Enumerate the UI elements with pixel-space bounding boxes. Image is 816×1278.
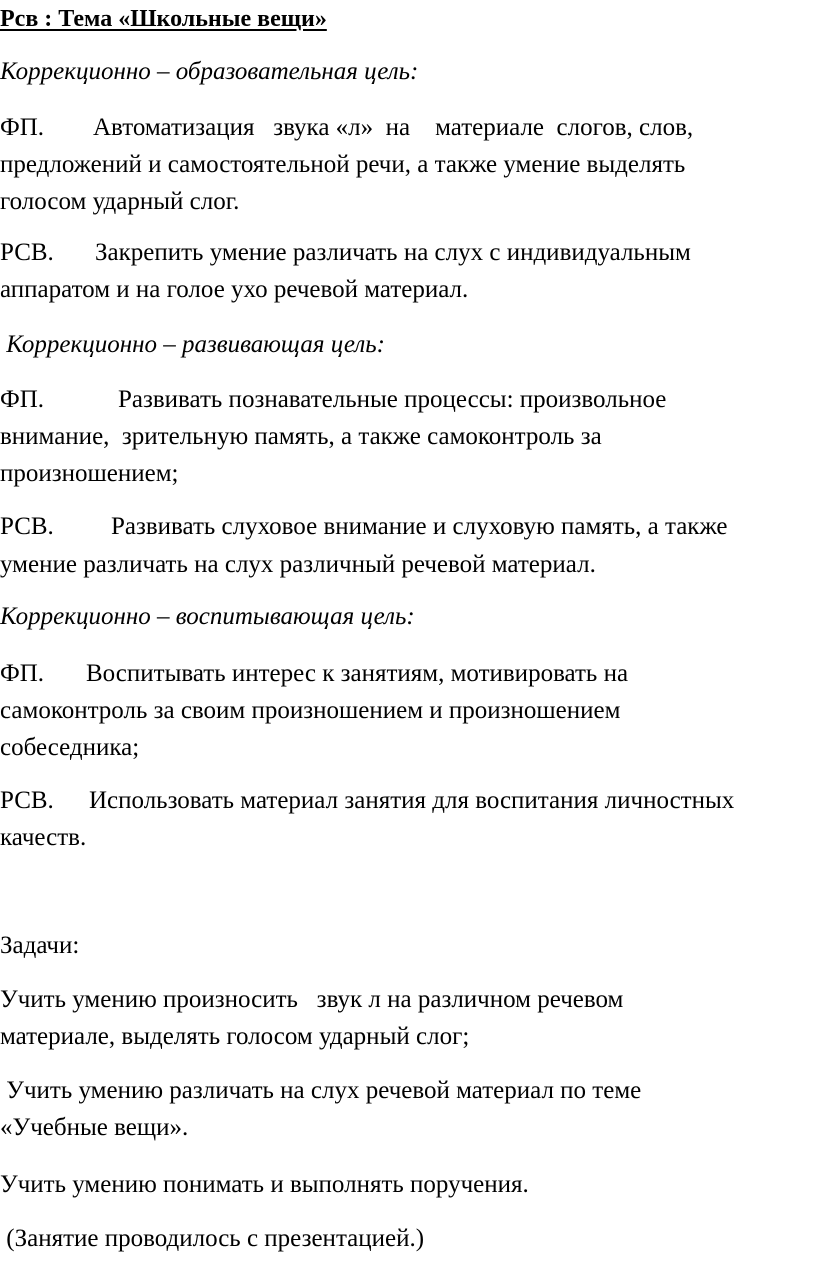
- task-line: Учить умению произносить звук л на различном речевом: [0, 986, 624, 1013]
- paragraph-line: предложений и самостоятельной речи, а также умение выделять: [0, 151, 686, 178]
- task-line: материале, выделять голосом ударный слог;: [0, 1023, 470, 1050]
- fp-label: ФП.: [0, 660, 45, 687]
- fp-label: ФП.: [0, 386, 45, 413]
- rsv-label: РСВ.: [0, 787, 54, 814]
- paragraph-line: Закрепить умение различать на слух с индивидуальным: [95, 239, 691, 266]
- tasks-heading: Задачи:: [0, 932, 80, 959]
- paragraph-line: аппаратом и на голое ухо речевой материал.: [0, 276, 469, 303]
- paragraph-line: произношением;: [0, 460, 179, 487]
- paragraph-line: голосом ударный слог.: [0, 188, 240, 215]
- fp-label: ФП.: [0, 114, 45, 141]
- paragraph-line: Развивать познавательные процессы: произвольное: [118, 386, 667, 413]
- rsv-label: РСВ.: [0, 239, 54, 266]
- presentation-note: (Занятие проводилось с презентацией.): [0, 1225, 425, 1252]
- rsv-label: РСВ.: [0, 513, 54, 540]
- task-line: Учить умению различать на слух речевой материал по теме: [0, 1077, 642, 1104]
- section-heading-upbringing: Коррекционно – воспитывающая цель:: [0, 603, 415, 630]
- section-heading-educational: Коррекционно – образовательная цель:: [0, 58, 419, 85]
- paragraph-line: Воспитывать интерес к занятиям, мотивировать на: [86, 660, 629, 687]
- paragraph-line: качеств.: [0, 824, 87, 851]
- paragraph-line: Автоматизация звука «л» на материале слогов, слов,: [93, 114, 694, 141]
- paragraph-line: самоконтроль за своим произношением и произношением: [0, 697, 621, 724]
- paragraph-line: Развивать слуховое внимание и слуховую память, а также: [111, 513, 728, 540]
- task-line: «Учебные вещи».: [0, 1114, 189, 1141]
- paragraph-line: внимание, зрительную память, а также самоконтроль за: [0, 423, 602, 450]
- section-heading-developmental: Коррекционно – развивающая цель:: [0, 331, 385, 358]
- task-line: Учить умению понимать и выполнять поручения.: [0, 1171, 529, 1198]
- paragraph-line: Использовать материал занятия для воспитания личностных: [89, 787, 735, 814]
- paragraph-line: умение различать на слух различный речевой материал.: [0, 551, 596, 578]
- document-title: Рсв : Тема «Школьные вещи»: [0, 6, 327, 32]
- paragraph-line: собеседника;: [0, 734, 140, 761]
